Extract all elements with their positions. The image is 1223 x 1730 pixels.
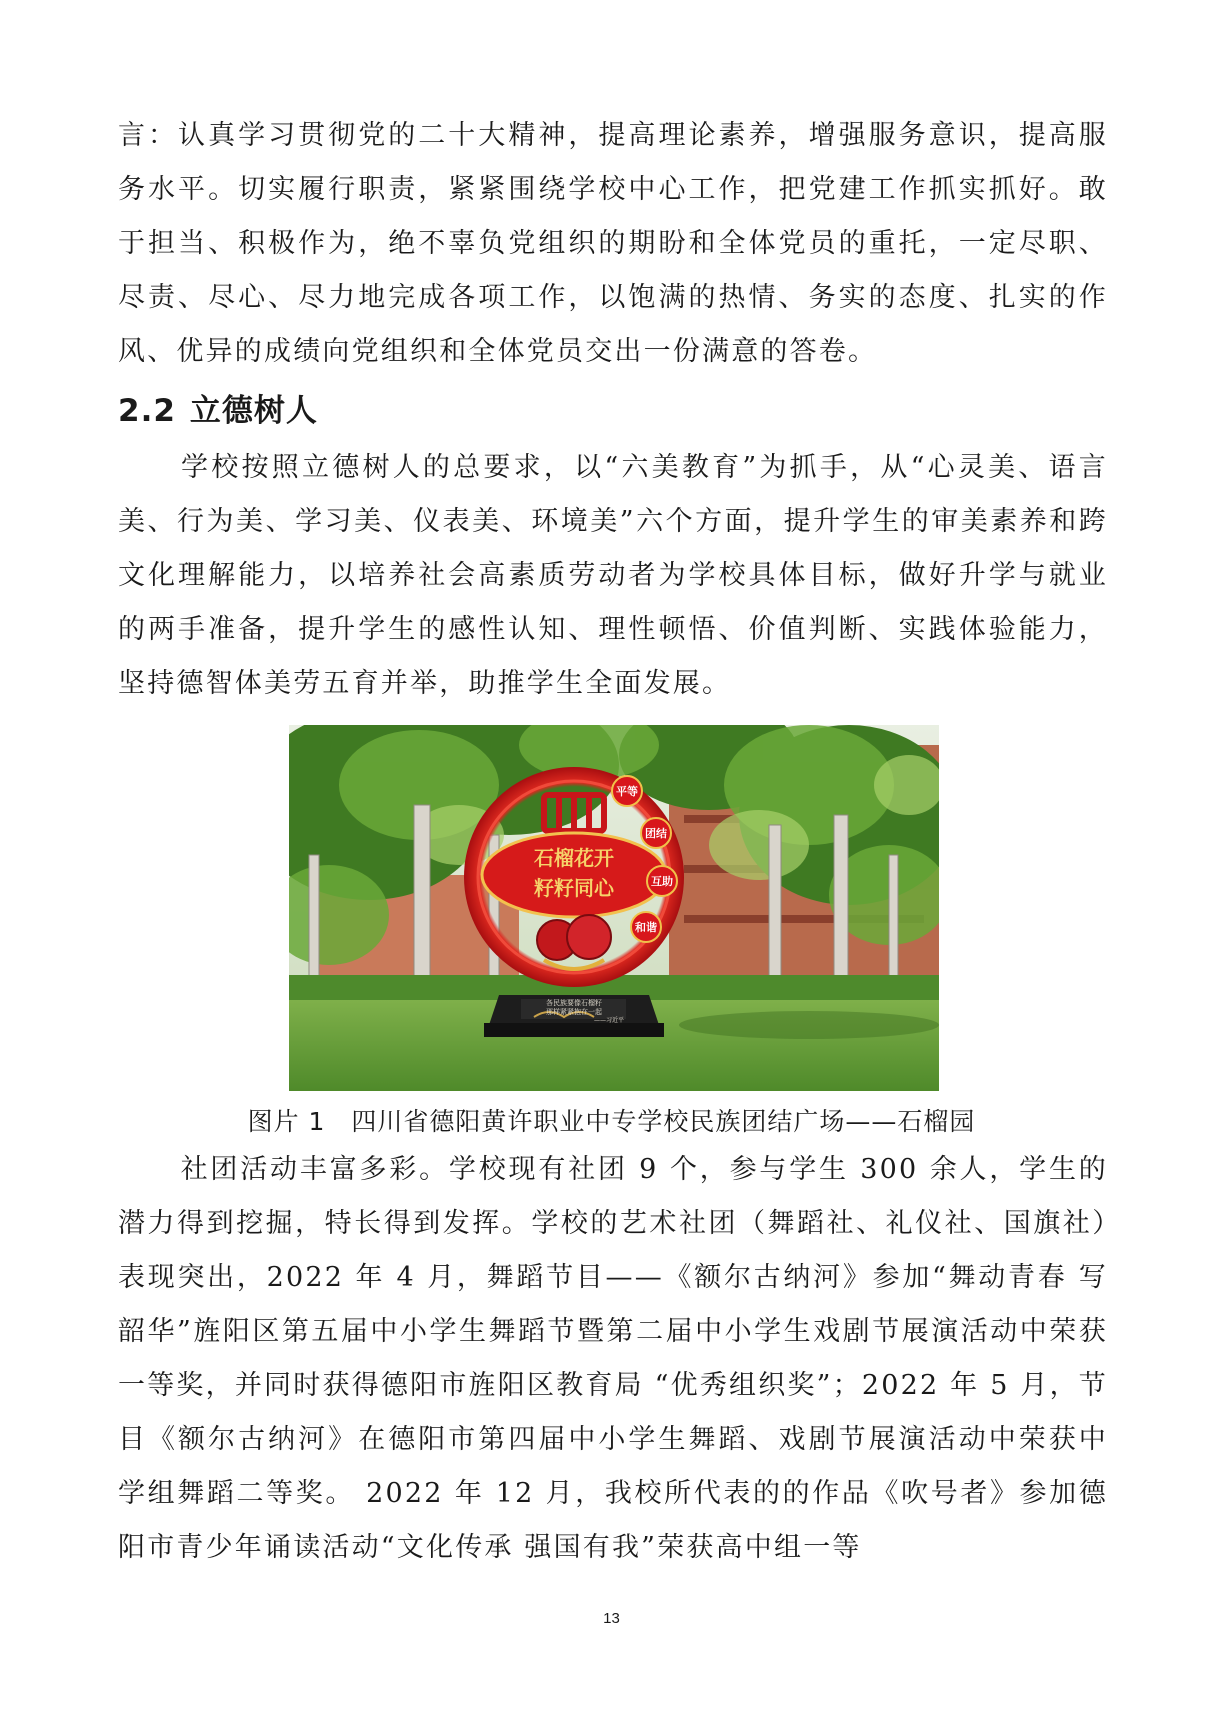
paragraph-clubs: [118, 1143, 1108, 1575]
paragraph-moral-education-text: 学校按照立德树人的总要求，以“六美教育”为抓手，从“心灵美、语言美、行为美、学习美、仪表美、环境美”六个方面，提升学生的审美素养和跨文化理解能力，以培养社会高素质劳动者为学校具体目标，做好升学与就业的两手准备，提升学生的感性认知、理性顿悟、价值判断、实践体验能力，坚持德智体美劳五育并举，助推学生全面发展。: [118, 452, 1108, 699]
sign-text-line1: 石榴花开: [534, 846, 614, 870]
paragraph-moral-education: [118, 441, 1108, 711]
badge-harmony: 和谐: [635, 921, 657, 934]
badge-unity: 团结: [645, 827, 667, 840]
figure-caption: [0, 1102, 1223, 1138]
badge-mutual-aid: 互助: [651, 875, 673, 888]
section-number: 2.2: [118, 393, 176, 429]
sign-text-line2: 籽籽同心: [534, 876, 614, 900]
page-number: 13: [603, 1610, 620, 1627]
plaque-line1: 各民族要像石榴籽: [546, 999, 602, 1007]
paragraph-party-commitment: 言：认真学习贯彻党的二十大精神，提高理论素养，增强服务意识，提高服务水平。切实履行职责，紧紧围绕学校中心工作，把党建工作抓实抓好。敢于担当、积极作为，绝不辜负党组织的期盼和全体党员的重托，一定尽职、尽责、尽心、尽力地完成各项工作，以饱满的热情、务实的态度、扎实的作风、优异的成绩向党组织和全体党员交出一份满意的答卷。: [118, 120, 1108, 367]
figure-caption-label: 图片 1: [247, 1107, 326, 1136]
paragraph-clubs-text: 社团活动丰富多彩。学校现有社团 9 个，参与学生 300 余人，学生的潜力得到挖掘，特长得到发挥。学校的艺术社团（舞蹈社、礼仪社、国旗社）表现突出，2022 年 4 月，舞蹈节目——《额尔古纳河》参加“舞动青春 写韶华”旌阳区第五届中小学生舞蹈节暨第二届中小学生戏剧节展演活动中荣获一等奖，并同时获得德阳市旌阳区教育局 “优秀组织奖”；2022 年 5 月，节目《额尔古纳河》在德阳市第四届中小学生舞蹈、戏剧节展演活动中荣获中学组舞蹈二等奖。 2022 年 12 月，我校所代表的的作品《吹号者》参加德阳市青少年诵读活动“文化传承 强国有我”荣获高中组一等: [118, 1154, 1108, 1563]
plaque-line2: 那样紧紧抱在一起: [546, 1008, 602, 1016]
figure-caption-text: 四川省德阳黄许职业中专学校民族团结广场——石榴园: [351, 1107, 976, 1136]
plaque-signature: ——习近平: [593, 1017, 625, 1024]
badge-equality: 平等: [616, 785, 638, 798]
section-title: 立德树人: [189, 393, 318, 429]
section-heading: [118, 385, 318, 430]
pomegranate-garden-photo: [289, 725, 939, 1091]
